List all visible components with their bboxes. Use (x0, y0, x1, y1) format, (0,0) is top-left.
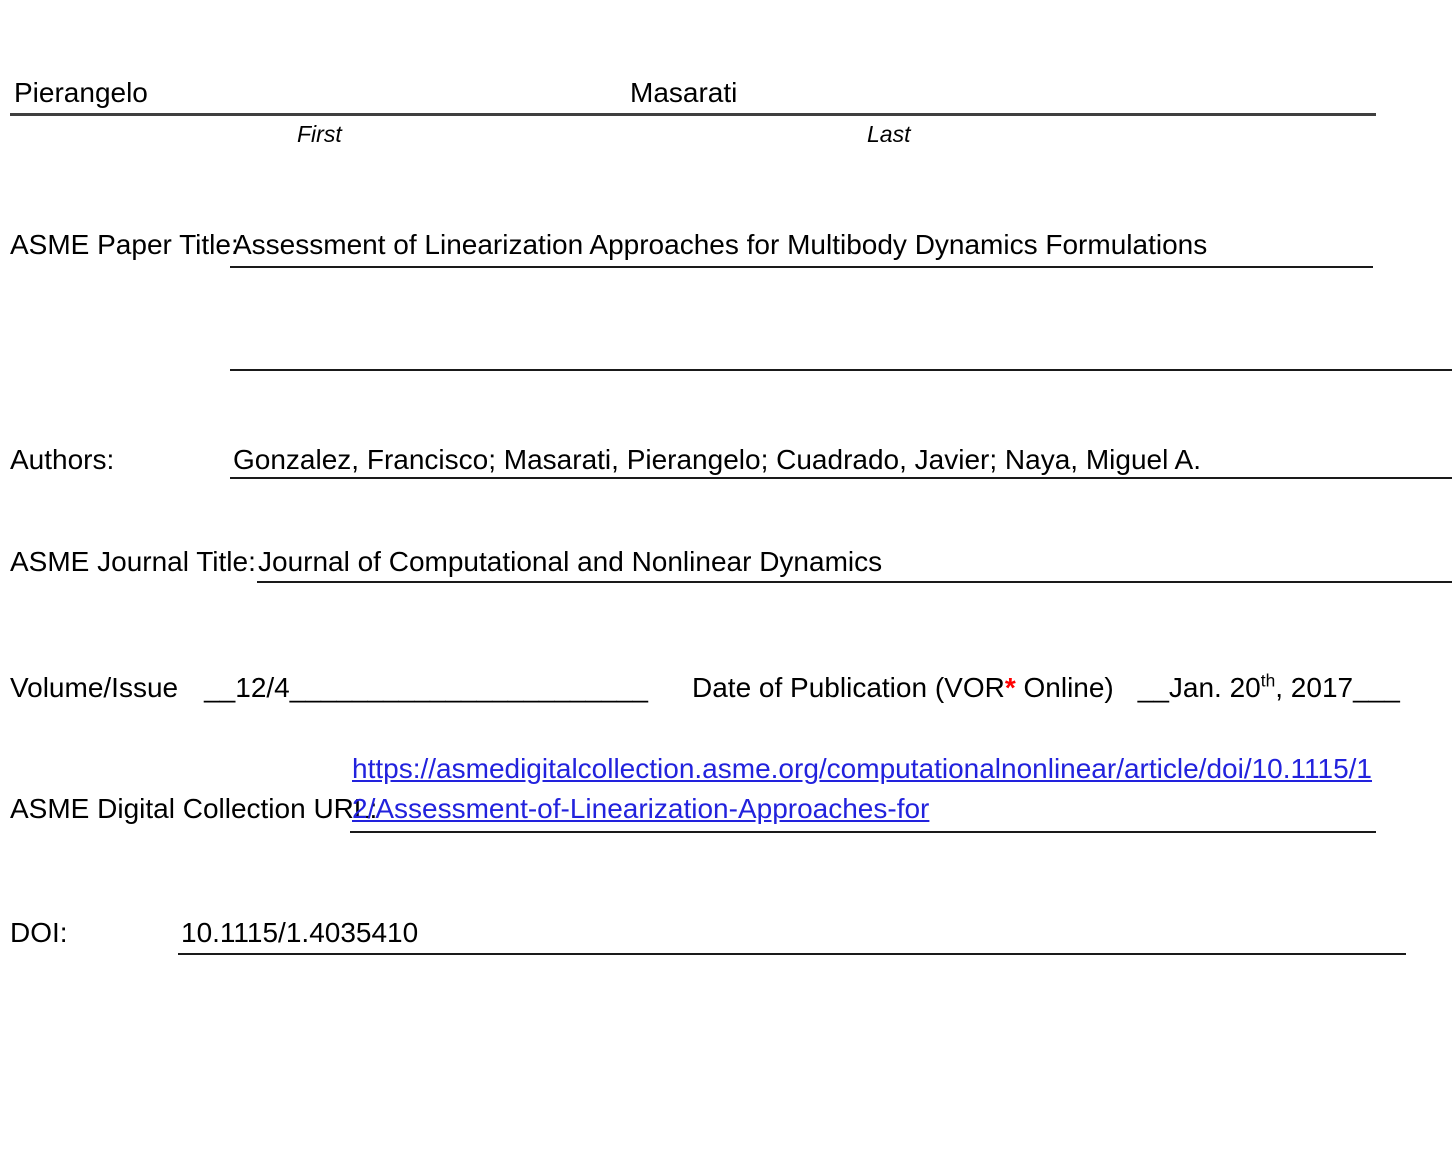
digital-collection-url-underline (350, 831, 1376, 833)
publication-date-value-prefix: __Jan. 20 (1137, 672, 1261, 703)
publication-date-row (692, 672, 1400, 704)
name-last-hint: Last (867, 121, 911, 147)
doi-label: DOI: (10, 917, 68, 948)
authors-value: Gonzalez, Francisco; Masarati, Pierangelo; Cuadrado, Javier; Naya, Miguel A. (233, 444, 1202, 475)
name-last-value: Masarati (630, 77, 738, 108)
doi-value: 10.1115/1.4035410 (181, 917, 419, 948)
volume-issue-row (10, 672, 648, 704)
publication-date-label-prefix: Date of Publication (VOR (692, 672, 1005, 703)
name-underline (10, 113, 1376, 116)
digital-collection-url-line2-link[interactable]: 2/Assessment-of-Linearization-Approaches-for (352, 793, 930, 824)
digital-collection-url-label: ASME Digital Collection URL: (10, 793, 378, 824)
authors-label: Authors: (10, 444, 115, 475)
journal-title-underline (257, 581, 1452, 583)
authors-underline (230, 477, 1452, 479)
paper-title-value: Assessment of Linearization Approaches for Multibody Dynamics Formulations (233, 229, 1208, 260)
digital-collection-url-line1-link[interactable]: https://asmedigitalcollection.asme.org/computationalnonlinear/article/doi/10.1115/1 (352, 753, 1373, 784)
journal-title-label: ASME Journal Title: (10, 546, 256, 577)
paper-title-underline (230, 266, 1373, 268)
doi-underline (178, 953, 1406, 955)
journal-title-value: Journal of Computational and Nonlinear Dynamics (258, 546, 883, 577)
publication-date-value-suffix: , 2017___ (1275, 672, 1400, 703)
volume-issue-label: Volume/Issue (10, 672, 179, 703)
name-first-value: Pierangelo (14, 77, 148, 108)
vor-asterisk: * (1004, 672, 1016, 703)
publication-date-label-suffix: Online) (1015, 672, 1114, 703)
volume-issue-value: __12/4_______________________ (204, 672, 648, 703)
publication-date-superscript: th (1260, 670, 1276, 691)
paper-title-label: ASME Paper Title: (10, 229, 239, 260)
name-first-hint: First (297, 121, 342, 147)
paper-title-continuation-underline (230, 369, 1452, 371)
